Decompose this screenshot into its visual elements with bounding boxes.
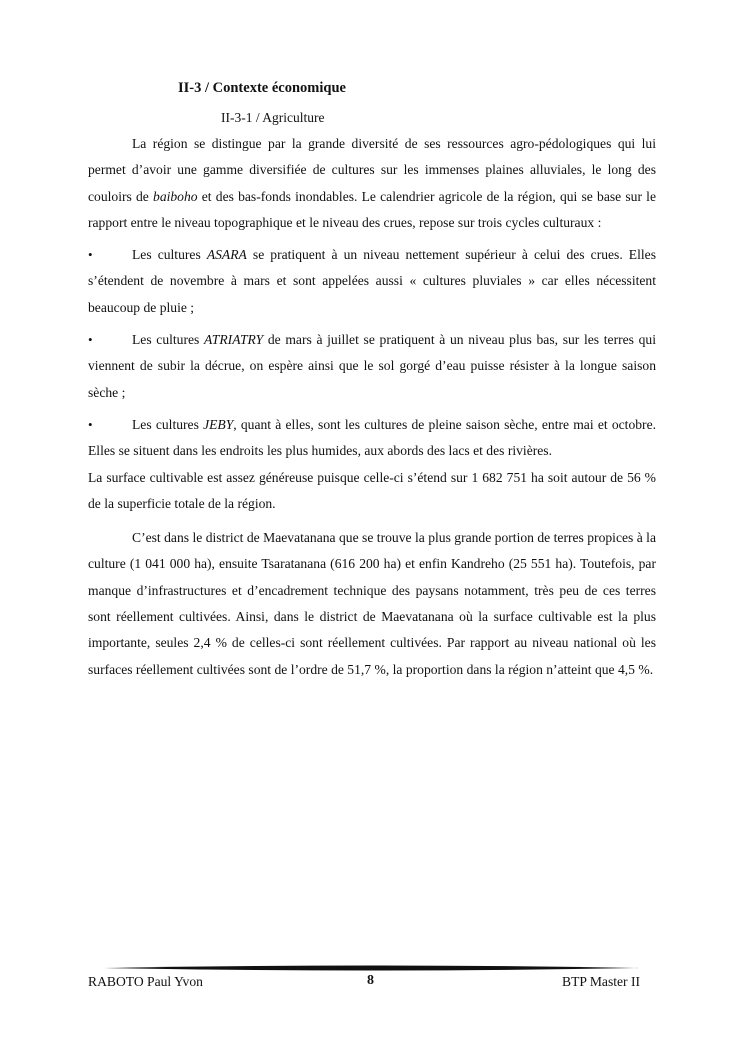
district-paragraph: C’est dans le district de Maevatanana que se trouve la plus grande portion de terres propices à la culture (1 041 000 ha), ensuite Tsaratanana (616 200 ha) et enfin Kandreho (25 551 ha). Toutefois, par manque d’infrastructures et d’encadrement technique des paysans notamment, très peu de ces terres sont réellement cultivées. Ainsi, dans le district de Maevatanana où la surface cultivable est la plus importante, seules 2,4 % de celles-ci sont réellement cultivées. Par rapport au niveau national où les surfaces réellement cultivées sont de l’ordre de 51,7 %, la proportion dans la région n’atteint que 4,5 %. — [88, 530, 656, 677]
bullet-item-asara — [88, 242, 656, 321]
bullet-text-after: se pratiquent à un niveau nettement supérieur à celui des crues. Elles s’étendent de novembre à mars et sont appelées aussi « cultures pluviales » car elles nécessitent beaucoup de pluie ; — [88, 247, 656, 315]
bullet-icon: • — [88, 332, 93, 348]
bullet-text-after: de mars à juillet se pratiquent à un niveau plus bas, sur les terres qui viennent de subir la décrue, on espère ainsi que le sol gorgé d’eau puisse résister à la longue saison sèche ; — [88, 332, 656, 400]
footer-divider — [104, 964, 639, 972]
bullet-icon: • — [88, 247, 93, 263]
bullet-text-after: , quant à elles, sont les cultures de pleine saison sèche, entre mai et octobre. Elles se situent dans les endroits les plus humides, aux abords des lacs et des rivières. — [88, 416, 656, 459]
footer-page-number: 8 — [367, 973, 374, 988]
bullet-item-jeby — [88, 412, 656, 465]
section-title: II-3 / Contexte économique — [178, 80, 346, 96]
footer-author: RABOTO Paul Yvon — [88, 974, 203, 989]
bullet-emphasis: JEBY — [203, 416, 234, 432]
bullet-emphasis: ASARA — [206, 247, 247, 263]
document-body — [88, 131, 656, 683]
intro-text-after: et des bas-fonds inondables. Le calendrier agricole de la région, qui se base sur le rapport entre le niveau topographique et le niveau des crues, repose sur trois cycles culturaux : — [88, 188, 656, 230]
bullet-text-before: Les cultures — [132, 332, 204, 348]
intro-emphasis: baiboho — [153, 188, 198, 204]
bullet-item-atriatry — [88, 327, 656, 406]
intro-text: La région se distingue par la grande diversité de ses ressources agro-pédologiques qui lui permet d’avoir une gamme diversifiée de cultures sur les immenses plaines alluviales, le long des couloirs de — [88, 136, 656, 204]
surface-paragraph: La surface cultivable est assez généreuse puisque celle-ci s’étend sur 1 682 751 ha soit autour de 56 % de la superficie totale de la région. — [88, 469, 656, 511]
bullet-text-before: Les cultures — [132, 416, 204, 432]
subsection-title: II-3-1 / Agriculture — [221, 110, 325, 125]
bullet-emphasis: ATRIATRY — [204, 332, 264, 348]
bullet-text-before: Les cultures — [132, 247, 207, 263]
bullet-icon: • — [88, 416, 93, 432]
footer-program: BTP Master II — [562, 974, 641, 989]
intro-paragraph — [88, 131, 656, 236]
